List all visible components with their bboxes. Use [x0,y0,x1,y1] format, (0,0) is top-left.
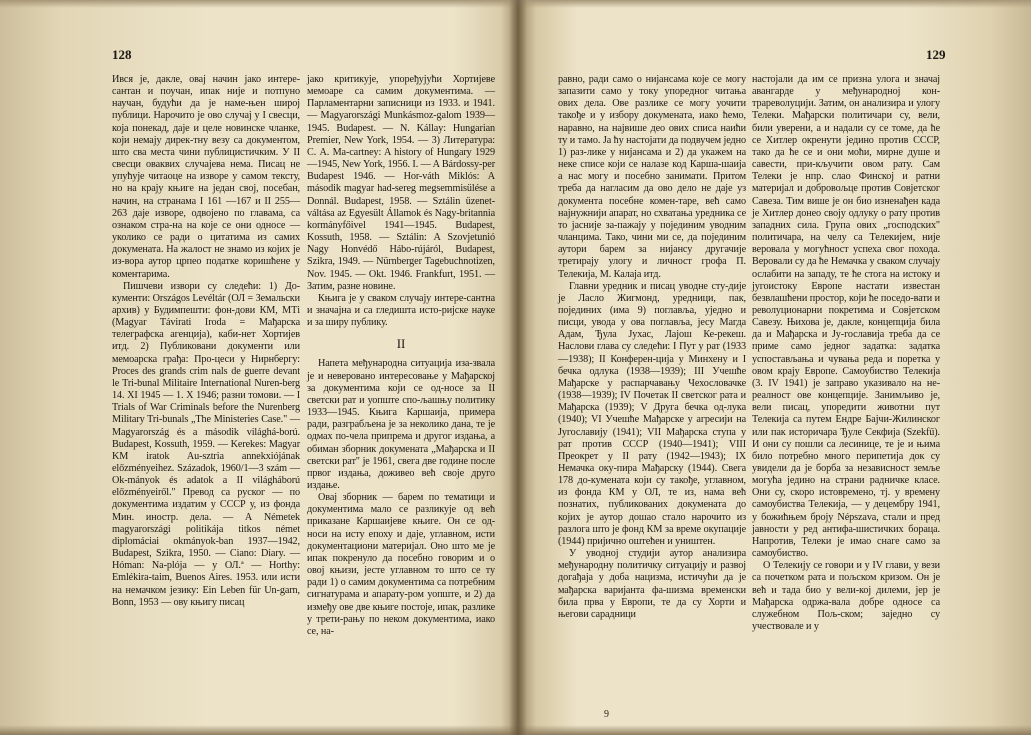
paragraph: јако критикује, упоређујући Хортијеве мемоаре са самим документима. — Парламентарни записници из 1933. и 1941. — Magyarországi Munkásmoz-galom 1939—1945. Budapest. — N. Kállay: Hungarian Premier, New York, 1954. — 3) Литература: С. А. Ма-cartney: A history of Hungary 1929 —1945, New York, 1956. I. — A Bárdossy-per Budapest 1946. — Hor-váth Miklós: A második magyar had-sereg megsemmisülése a Donnál. Budapest, 1958. — Sztálin üzenet-váltása az Egyesült Államok és Nagy-britannia kormányfőivel 1941—1945. Budapest, Kossuth, 1958. — Sztálin: A Szovjetunió Nagy Honvédő Hábo-rújáról, Budapest, Szikra, 1949. — Nürnberger Tagebuchnotizen, Nov. 1945. — Okt. 1946. Frankfurt, 1951. — Затим, разне новине. [307,74,495,292]
left-page [0,0,515,735]
page-number-right: 129 [926,47,946,62]
paragraph: У уводној студији аутор анализира међународну политичку ситуацију и развој догађаја у доба нацизма, истичући да је мађарска варијанта фа-шизма временски била прва у Европи, те да су Хорти и његови сарадници [558,548,746,620]
paragraph: Ився је, дакле, овај начин јако интере-сантан и поучан, ипак није и потпуно научан, будући да је наме-њен широј публици. Нарочито је ово случај у I свесци, која понекад, даје и целе новинске чланке, који немају дирек-тну везу са документом, што сва места чини публицистичким. У II свесци оваквих случајева нема. Писац не упућује читаоце на изворе у самом тексту, но на крају књиге на један свој, посебан, начин, на странама I 161 —167 и II 255—263 даје изворе, одвојено по главама, са ознаком стра-на на које се они односе — уколико се ради о цитатима из самих докумената. На жалост не знамо из којих је из-вора аутор црпео податке коришћене у коментарима. [112,74,300,280]
paragraph: О Телекију се говори и у IV глави, у вези са почетком рата и пољском кризом. Он је већ и тада био у вели-кој дилеми, јер је Мађарска одржа-вала добре односе са служебном Пољ-ском; заједно су учествовале и у [752,560,940,633]
paragraph: Књига је у сваком случају интере-сантна и значајна и са гледишта исто-ријске науке и за ширу публику. [307,292,495,329]
signature-mark: 9 [604,709,609,720]
paragraph: Главни уредник и писац уводне сту-дије је Ласло Жигмонд, уредници, пак, појединих (има 9) поглавља, уједно и писци, увода у ова поглавља, јесу Магда Адам, Ђула Јухас, Лајош Ке-рекеш. Наслови глава су следећи: I Пут у рат (1933—1938); II Конферен-ција у Минхену и I бечка одлука (1938—1939); III Учешће Мађарске у распарчавању Чехословачке (1938—1939); IV Почетак II светског рата и Мађарска (1939); V Друга бечка од-лука (1940); VI Учешће Мађарске у агресији на Југославију (1941); VII Мађарска ступа у рат против СССР (1940—1941); VIII Преокрет у II рату (1942—1943); IX Немачка оку-пира Мађарску (1944). Свега 178 до-кумената који су такође, углавном, из фонда КМ у ОЛ, те из, нама већ познатих, публикованих докумената до којих је аутор дошао стало нарочито из разлога што је фонд КМ за време окупације (1944) пријично оштећен и уништен. [558,280,746,547]
paragraph: Пишчеви извори су следећи: 1) До-кументи: Országos Levéltár (ОЛ = Земальски архив) у Будимпешти: фон-дови КМ, МТі (Magyar Távirati Iroda = Мађарска телеграфска агенција), каби-нет Хортијев итд. 2) Публиковани документи или мемоарска грађа: Про-цеси у Нирнбергу: Proces des grands crim nals de guerre devant le Tri-bunal Militaire International Nuren-berg 14. XI 1945 — 1. X 1946; разни томови. — I Trials of War Criminals before the Nurenberg Military Tri-bunals „The Ministeries Case." — Magyarország és a második világhá-ború. Budapest, Kossuth, 1959. — Kerekes: Magyar KM iratok Au-sztria annekxiójának előzményeihez. Századok, 1960/1—3 szám — Ok-mányok és adatok a II világháború előzményeiről." Превод са руског — по документима издатим у СССР у, из фонда Мин. иностр. дела. — А Németek magyarországi politikája titkos német diplomáciai okmányok-ban 1937—1942, Budapest, Szikra, 1950. — Ciano: Diary. — Hóman: Na-plója — у ОЛ.ª — Horthy: Emlékira-taim, Buenos Aires. 1953. или исти на немачком језику: Ein Leben für Un-garn, Bonn, 1953 — ову књигу писац [112,280,300,608]
right-column-2 [752,74,940,633]
paragraph: равно, ради само о нијансама које се могу запазити само у току упоредног читања ових дела. Ове разлике се могу уочити такође и у избору докумената, иако ћемо, наравно, на највише део ових списа наићи ту и тамо. Ја ћу настојати да подвучем једно 1) раз-лике у нијансама и 2) да укажем на неке списе који се налазе код Карша-шаија а нас могу и посебно занимати. Притом треба да нагласим да ово дело не даје уз документа посебне комен-таре, већ само најнужнији апарат, но схватања уредника се то јасније за-пажају у појединим уводним чланцима. Тако, чини ми се, да појединим аутори барем за нијансу другачије третирају улогу и личност грофа П. Телекија, М. Калаја итд. [558,74,746,280]
right-column-1 [558,74,746,621]
right-page [516,0,1031,735]
page-number-left: 128 [112,47,132,62]
section-heading: II [396,336,406,352]
paragraph: настојали да им се призна улога и значај авангарде у међународној кон-трареволуцији. Затим, он анализира и улогу Телеки. Мађарски политичари су, вели, били уверени, а и надали су се томе, да ће се Хитлер окренути једино против СССР, тако да ће се и они моћи, мирне душе и савести, при-кључити овом рату. Сам Телеки је нпр. слао Финској и ратни материјал и добровољце против Совјетског Савеза. Тим више је он био изненађен када је Хитлер донео своју одлуку о рату против западних сила. Група ових „господских" политичара, на челу са Телекијем, није веровала у могућност успеха свог похода. Веровали су да ће Немачка у сваком случају ослабити на западу, те ће стога на истоку и југоистоку Европе настати известан безвлашћени простор, који ће поседо-вати и револуционарни покретима и Совјетском Савезу. Њихова је, дакле, концепција била да и Мађарска и Ју-гославија треба да се приме само једног задатка: задатка успостављања и чувања реда и поретка у овом крају Европе. Самоубиство Телекија (3. IV 1941) је заправо указивало на не-реалност ове концепције. Занимљиво је, вели писац, упоредити животни пут Телекија са путем Ендре Бајчи-Жилинског или пак историчара Ђуле Секфија (Szekfű). И они су пошли са лесинице, те је и њима било потребно много перипетија док су увидели да је борба за независност земље могућа једино на страни радничке класе. Они су, скоро истовремено, тј. у времену самоубиства Телекија, — у децембру 1941, у божићњем броју Népszava, стали и пред јавности у ред антифа-шистичких бораца. Напротив, Телеки је имао снаге само за самоубиство. [752,74,940,560]
paragraph: Напета међународна ситуација иза-звала је и неверовано интересовање у Мађарској за документима који се од-носе за II светски рат и уопште спо-љашњу политику 1933—1945. Књига Каршаија, примера ради, разграбљена је за неколико дана, те је одмах по-чела припрема и другог издања, а обиман зборник докумената „Мађарска и II светски рат" је 1961, свега две године после првог издања, доживео већ своје друго издање. [307,358,495,491]
left-column-2 [307,74,495,638]
paragraph: Овај зборник — барем по тематици и документима мало се разликује од већ приказане Каршаијеве књиге. Он се од-носи на исту епоху и даје, углавном, исти документациони материјал. Оно што ме је ипак покренуло да посебно говорим и о овој књизи, јесте углавном то што се ту ради 1) о самим документима са потребним сигнатурама и апарату-ром уопште, и 2) да између ове две књиге постоје, ипак, разлике у трети-рању по неком документима, иако се, на- [307,492,495,637]
left-column-1 [112,74,300,609]
